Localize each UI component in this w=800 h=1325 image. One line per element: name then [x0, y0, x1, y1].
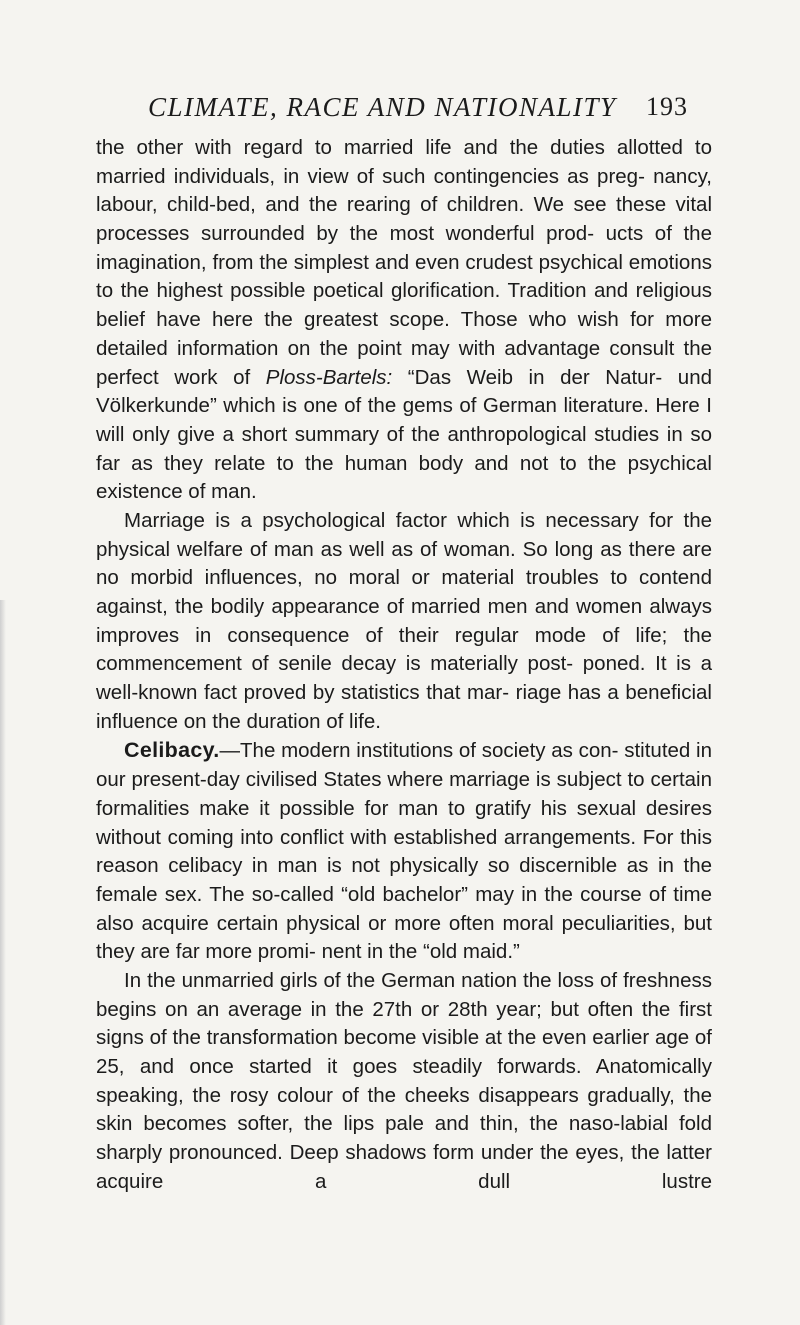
body-text	[96, 134, 712, 1196]
paragraph-1-text: the other with regard to married life and the duties allotted to married individuals, in view of such contingencies as preg- nancy, labour, child-bed, and the rearing of children. We see these vital processes surrounded by the most wonderful prod- ucts of the imagination, from the simplest and even crudest psychical emotions to the highest possible poetical glorification. Tradition and religious belief have here the greatest scope. Those who wish for more detailed information on the point may with advantage consult the perfect work of	[96, 136, 712, 389]
section-heading-celibacy: Celibacy.	[124, 738, 220, 763]
running-title: CLIMATE, RACE AND NATIONALITY	[148, 92, 617, 122]
paragraph-2-text: Marriage is a psychological factor which is necessary for the physical welfare of man as well as of woman. So long as there are no morbid influences, no moral or material troubles to contend against, the bodily appearance of married men and women always improves in consequence of their regular mode of life; the commencement of senile decay is materially post- poned. It is a well-known fact proved by statistics that mar- riage has a beneficial influence on the duration of life.	[96, 508, 712, 733]
paragraph-1	[96, 134, 712, 507]
paragraph-4-text: In the unmarried girls of the German nation the loss of freshness begins on an average in the 27th or 28th year; but often the first signs of the transformation become visible at the even earlier age of 25, and once started it goes steadily forwards. Anatomically speaking, the rosy colour of the cheeks disappears gradually, the skin becomes softer, the lips pale and thin, the naso-labial fold sharply pronounced. Deep shadows form under the eyes, the latter acquire a dull lustre	[96, 968, 712, 1193]
paragraph-1-italic-reference: Ploss-Bartels:	[265, 365, 393, 389]
page-edge-shadow	[0, 600, 6, 1325]
paragraph-4	[96, 967, 712, 1197]
running-head	[148, 92, 688, 128]
paragraph-2	[96, 507, 712, 737]
paragraph-3-text: —The modern institutions of society as con- stituted in our present-day civilised States where marriage is subject to certain formalities make it possible for man to gratify his sexual desires without coming into conflict with established arrangements. For this reason celibacy in man is not physically so discernible as in the female sex. The so-called “old bachelor” may in the course of time also acquire certain physical or more often moral peculiarities, but they are far more promi- nent in the “old maid.”	[96, 739, 712, 964]
paragraph-3	[96, 736, 712, 967]
page-number: 193	[646, 92, 688, 121]
paragraph-1-text-after: “Das Weib in der Natur- und Völkerkunde” which is one of the gems of German literature. Here I will only give a short summary of the anthropological studies in so far as they relate to the human body and not to the psychical existence of man.	[96, 365, 712, 504]
